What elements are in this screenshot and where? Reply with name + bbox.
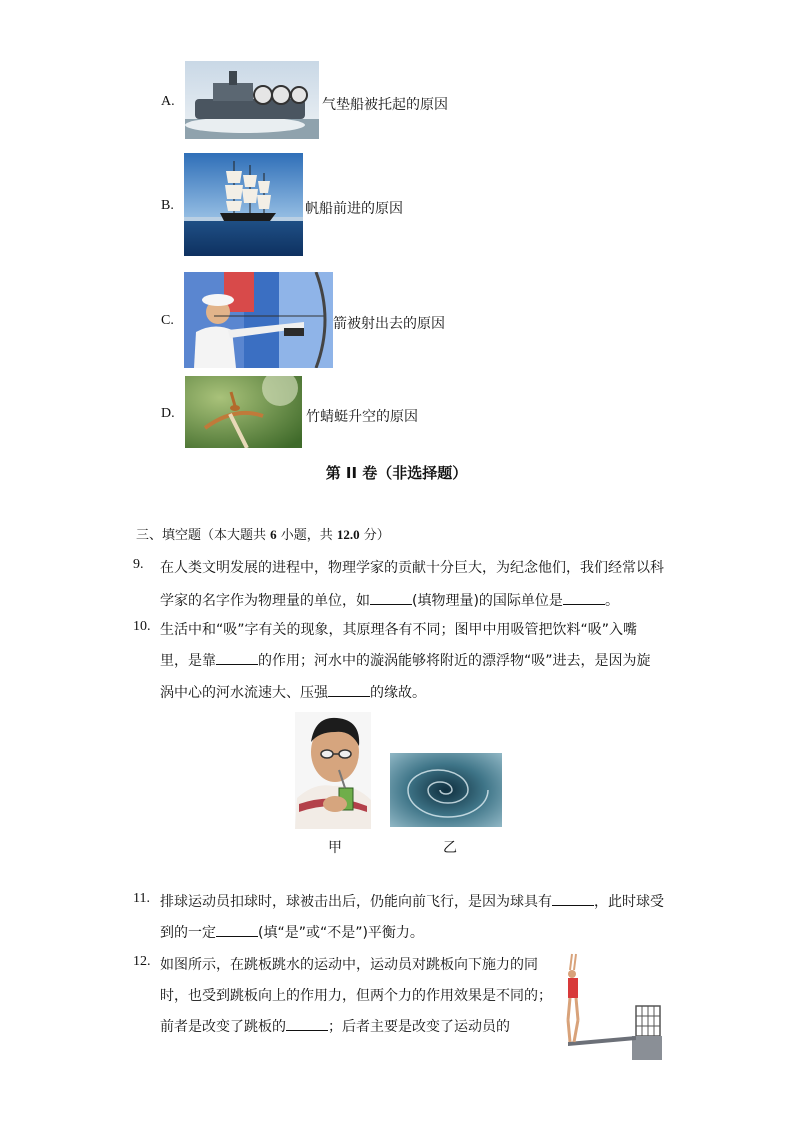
option-a-letter: A. bbox=[161, 94, 175, 109]
option-d-letter: D. bbox=[161, 406, 175, 421]
part-three-suffix: 分） bbox=[359, 528, 390, 543]
total-score: 12.0 bbox=[336, 527, 360, 542]
part-three-heading bbox=[136, 524, 390, 543]
springboard-diver-illustration bbox=[556, 950, 662, 1060]
answer-blank[interactable] bbox=[216, 923, 258, 937]
option-c-letter: C. bbox=[161, 313, 174, 328]
question-9-line-2: 学家的名字作为物理量的单位，如 (填物理量)的国际单位是 。 bbox=[160, 593, 619, 609]
question-11-number: 11. bbox=[133, 891, 150, 906]
question-12-number: 12. bbox=[133, 954, 151, 969]
answer-blank[interactable] bbox=[216, 651, 258, 665]
question-9-number: 9. bbox=[133, 557, 144, 572]
sailing-ship-photo bbox=[184, 153, 303, 256]
drinking-straw-photo bbox=[295, 712, 371, 829]
question-count: 6 bbox=[270, 527, 277, 542]
question-12-line-3: 前者是改变了跳板的 ；后者主要是改变了运动员的 bbox=[160, 1019, 510, 1035]
answer-blank[interactable] bbox=[563, 591, 605, 605]
option-c-text: 箭被射出去的原因 bbox=[333, 316, 445, 332]
option-d-text: 竹蜻蜓升空的原因 bbox=[306, 409, 418, 425]
bamboo-dragonfly-photo bbox=[185, 376, 302, 448]
whirlpool-photo bbox=[390, 753, 502, 827]
question-11-line-1: 排球运动员扣球时，球被击出后，仍能向前飞行，是因为球具有 ，此时球受 bbox=[160, 894, 664, 910]
question-11-line-2: 到的一定 (填“是”或“不是”)平衡力。 bbox=[160, 925, 424, 941]
part-three-mid: 小题，共 bbox=[276, 528, 337, 543]
question-10-line-1: 生活中和“吸”字有关的现象，其原理各有不同；图甲中用吸管把饮料“吸”入嘴 bbox=[160, 622, 638, 638]
question-9-line-1: 在人类文明发展的进程中，物理学家的贡献十分巨大，为纪念他们，我们经常以科 bbox=[160, 560, 664, 576]
section-title: 第 II 卷（非选择题） bbox=[325, 464, 468, 482]
figure-caption-left: 甲 bbox=[328, 840, 342, 856]
figure-caption-right: 乙 bbox=[443, 840, 457, 856]
question-10-line-3: 涡中心的河水流速大、压强 的缘故。 bbox=[160, 685, 426, 701]
answer-blank[interactable] bbox=[552, 892, 594, 906]
answer-blank[interactable] bbox=[370, 591, 412, 605]
part-three-prefix: 三、填空题（本大题共 bbox=[136, 528, 271, 543]
answer-blank[interactable] bbox=[328, 683, 370, 697]
question-12-line-1: 如图所示，在跳板跳水的运动中，运动员对跳板向下施力的同 bbox=[160, 957, 538, 973]
option-b-letter: B. bbox=[161, 198, 174, 213]
answer-blank[interactable] bbox=[286, 1017, 328, 1031]
archer-photo bbox=[184, 272, 333, 368]
hovercraft-photo bbox=[185, 61, 319, 139]
option-a-text: 气垫船被托起的原因 bbox=[322, 97, 448, 113]
option-b-text: 帆船前进的原因 bbox=[305, 201, 403, 217]
question-12-line-2: 时，也受到跳板向上的作用力，但两个力的作用效果是不同的； bbox=[160, 988, 552, 1004]
question-10-number: 10. bbox=[133, 619, 151, 634]
question-10-line-2: 里，是靠 的作用；河水中的漩涡能够将附近的漂浮物“吸”进去，是因为旋 bbox=[160, 653, 651, 669]
